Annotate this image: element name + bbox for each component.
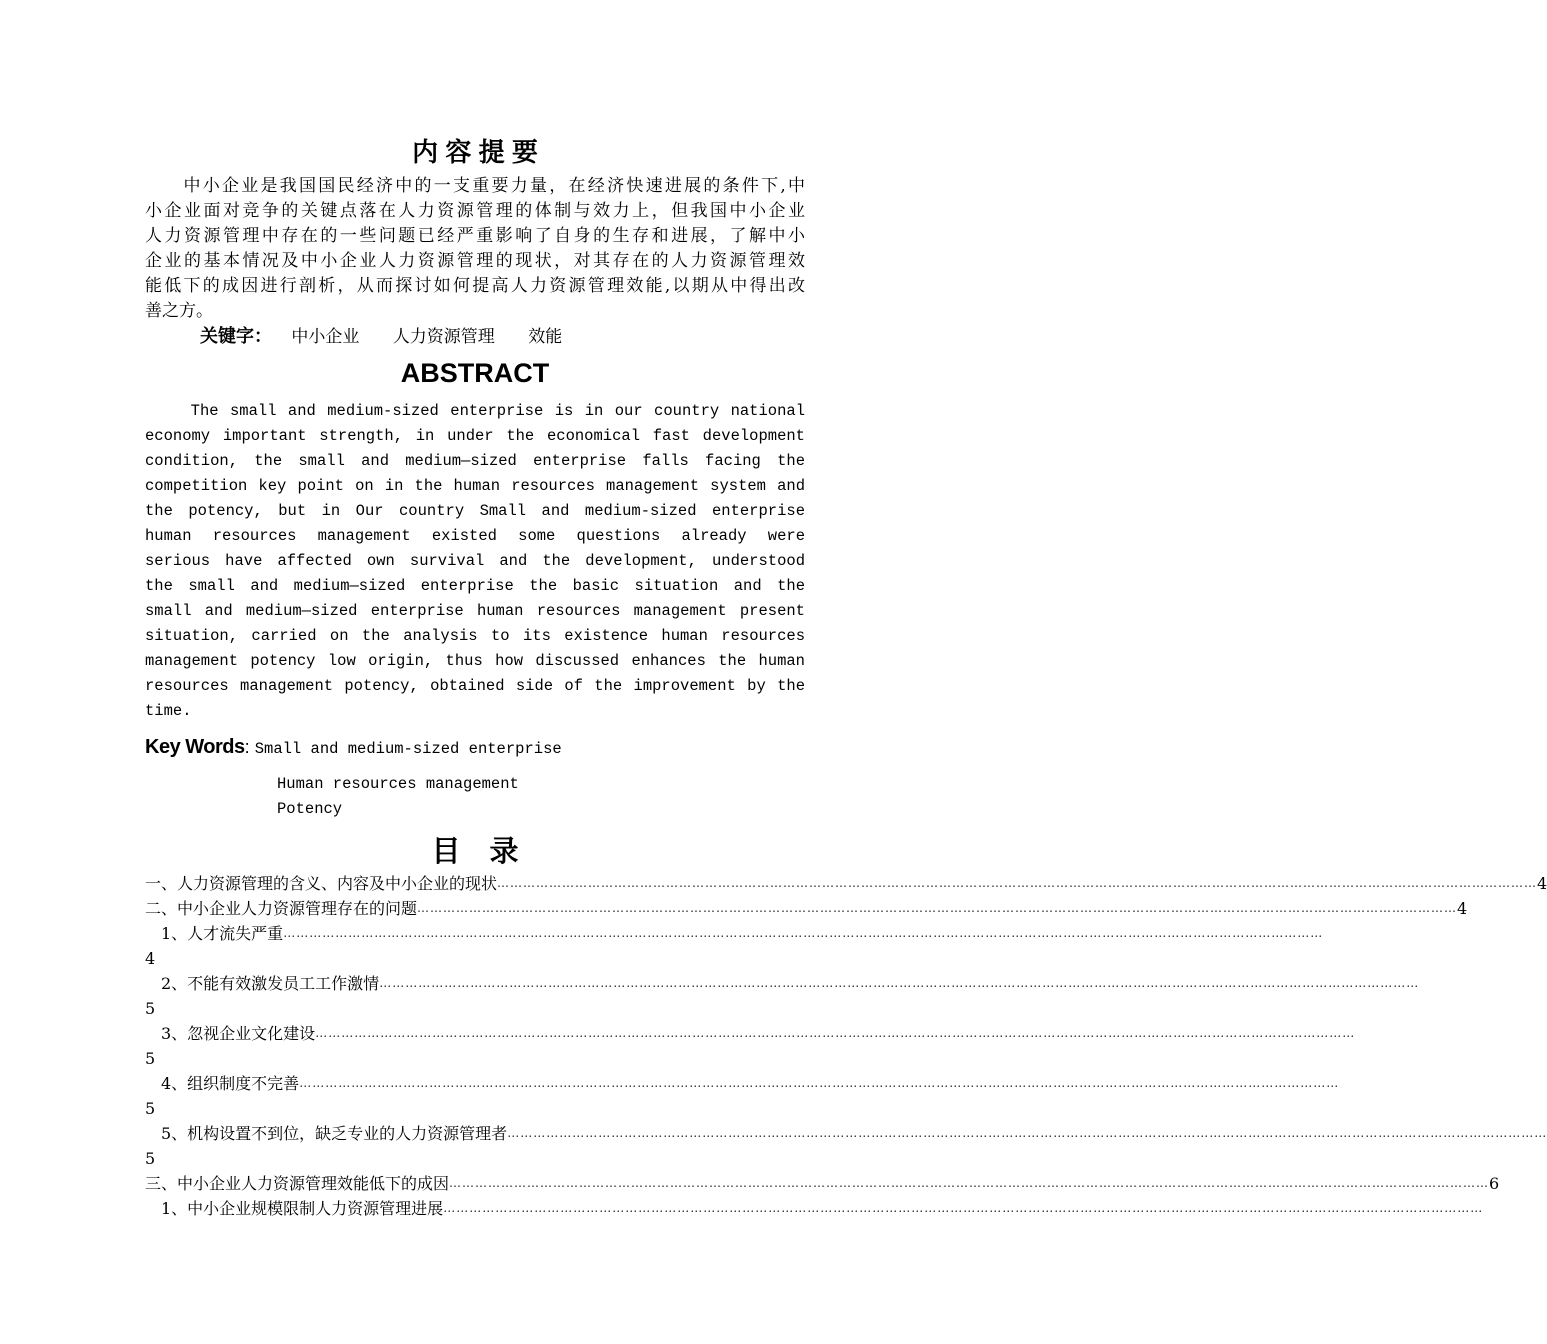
toc-page-number: 4 [145, 949, 156, 968]
toc-page-number: 4 [1457, 899, 1468, 918]
toc-leader-dots: …………………………………………………………………………………………………………………………………………………………………………………………………………………… [443, 1201, 1484, 1215]
toc-entry-title: 4、组织制度不完善 [145, 1074, 300, 1093]
abstract-line: economy important strength, in under the economical fast development [145, 427, 805, 445]
toc-leader-dots: …………………………………………………………………………………………………………………………………………………………………………………………………………………… [449, 1176, 1490, 1190]
abstract-line: The small and medium-sized enterprise is in our country national [145, 402, 805, 420]
abstract-line: small and medium—sized enterprise human resources management present [145, 602, 805, 620]
toc-leader-dots: …………………………………………………………………………………………………………………………………………………………………………………………………………………… [497, 876, 1538, 890]
abstract-line: human resources management existed some questions already were [145, 527, 805, 545]
summary-title: 内 容 提 要 [412, 137, 538, 167]
toc-entry[interactable] [145, 1021, 1356, 1046]
toc-entry-title: 一、人力资源管理的含义、内容及中小企业的现状 [145, 874, 498, 893]
toc-page-number: 6 [1489, 1174, 1500, 1193]
toc-entry-title: 1、中小企业规模限制人力资源管理进展 [145, 1199, 444, 1218]
keyword: Potency [277, 800, 343, 818]
summary-line: 小企业面对竞争的关键点落在人力资源管理的体制与效力上，但我国中小企业 [145, 201, 805, 221]
summary-line: 能低下的成因进行剖析，从而探讨如何提高人力资源管理效能,以期从中得出改 [145, 276, 805, 296]
toc-entry[interactable] [145, 871, 1547, 896]
summary-line: 善之方。 [145, 301, 213, 321]
toc-title: 目 录 [431, 836, 519, 868]
abstract-line: competition key point on in the human resources management system and [145, 477, 805, 495]
toc-entry[interactable] [145, 1171, 1500, 1196]
toc-leader-dots: …………………………………………………………………………………………………………………………………………………………………………………………………………………… [507, 1126, 1547, 1140]
keyword: Human resources management [277, 775, 519, 793]
toc-leader-dots: …………………………………………………………………………………………………………………………………………………………………………………………………………………… [315, 1026, 1356, 1040]
toc-page-number: 5 [145, 1149, 156, 1168]
toc-page-number: 5 [145, 999, 156, 1018]
keywords-label: 关键字： [200, 326, 272, 347]
toc-entry[interactable] [145, 921, 1324, 946]
toc-entry[interactable] [145, 1071, 1340, 1096]
toc-page-number: 5 [145, 1099, 156, 1118]
toc-entry[interactable] [145, 1196, 1484, 1221]
toc-entry-title: 3、忽视企业文化建设 [145, 1024, 316, 1043]
abstract-line: situation, carried on the analysis to its existence human resources [145, 627, 805, 645]
toc-leader-dots: …………………………………………………………………………………………………………………………………………………………………………………………………………………… [299, 1076, 1340, 1090]
toc-entry[interactable] [145, 896, 1468, 921]
toc-entry-title: 1、人才流失严重 [145, 924, 284, 943]
summary-line: 企业的基本情况及中小企业人力资源管理的现状，对其存在的人力资源管理效 [145, 251, 805, 271]
abstract-line: condition, the small and medium—sized enterprise falls facing the [145, 452, 805, 470]
keyword: 效能 [528, 327, 563, 347]
toc-leader-dots: …………………………………………………………………………………………………………………………………………………………………………………………………………………… [283, 926, 1324, 940]
toc-entry[interactable] [145, 1121, 1547, 1146]
abstract-line: resources management potency, obtained side of the improvement by the [145, 677, 805, 695]
summary-line: 中小企业是我国国民经济中的一支重要力量，在经济快速进展的条件下,中 [145, 176, 805, 196]
toc-entry-title: 三、中小企业人力资源管理效能低下的成因 [145, 1174, 450, 1193]
abstract-line: the small and medium—sized enterprise the basic situation and the [145, 577, 805, 595]
abstract-line: time. [145, 702, 192, 720]
summary-line: 人力资源管理中存在的一些问题已经严重影响了自身的生存和进展，了解中小 [145, 226, 805, 246]
toc-entry-title: 2、不能有效激发员工工作激情 [145, 974, 380, 993]
toc-page-number: 5 [145, 1049, 156, 1068]
keywords-label: Key Words [145, 736, 245, 758]
toc-leader-dots: …………………………………………………………………………………………………………………………………………………………………………………………………………………… [417, 901, 1458, 915]
summary-keywords [200, 324, 860, 350]
abstract-keywords: Key Words: Small and medium-sized enterprise [145, 736, 562, 758]
toc-leader-dots: …………………………………………………………………………………………………………………………………………………………………………………………………………………… [379, 976, 1420, 990]
keyword: Small and medium-sized enterprise [254, 740, 562, 758]
toc-page-number: 4 [1537, 874, 1547, 893]
abstract-line: management potency low origin, thus how discussed enhances the human [145, 652, 805, 670]
abstract-line: serious have affected own survival and the development, understood [145, 552, 805, 570]
toc-entry[interactable] [145, 971, 1420, 996]
keyword: 中小企业 [291, 327, 360, 347]
toc-entry-title: 5、机构设置不到位，缺乏专业的人力资源管理者 [145, 1124, 508, 1143]
toc-entry-title: 二、中小企业人力资源管理存在的问题 [145, 899, 418, 918]
abstract-line: the potency, but in Our country Small and medium-sized enterprise [145, 502, 805, 520]
abstract-title: ABSTRACT [400, 358, 550, 388]
keyword: 人力资源管理 [392, 327, 495, 347]
